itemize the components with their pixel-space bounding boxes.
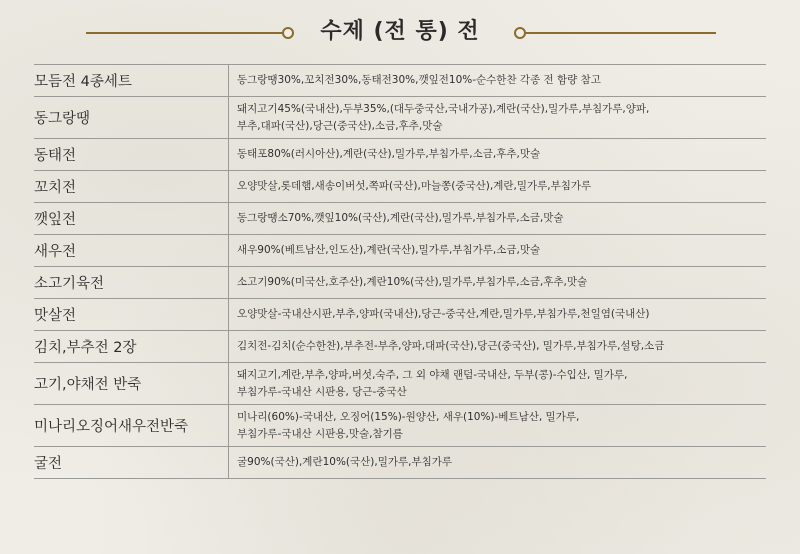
ornament-line-right [524,32,716,34]
menu-name: 미나리오징어새우전반죽 [34,405,229,447]
table-row [34,405,766,447]
menu-name: 새우전 [34,235,229,267]
menu-ingredients: 동그랑땡소70%,깻잎10%(국산),계란(국산),밀가루,부침가루,소금,맛술 [229,203,767,235]
menu-name: 고기,야채전 반죽 [34,363,229,405]
menu-ingredients: 돼지고기,계란,부추,양파,버섯,숙주, 그 외 야채 랜덤-국내산, 두부(콩)-수입산, 밀가루, 부침가루-국내산 시판용, 당근-중국산 [229,363,767,405]
menu-name: 김치,부추전 2장 [34,331,229,363]
menu-ingredients: 오양맛살-국내산시판,부추,양파(국내산),당근-중국산,계란,밀가루,부침가루,천일염(국내산) [229,299,767,331]
menu-ingredients: 소고기90%(미국산,호주산),계란10%(국산),밀가루,부침가루,소금,후추,맛술 [229,267,767,299]
menu-ingredients: 김치전-김치(순수한찬),부추전-부추,양파,대파(국산),당근(중국산), 밀가루,부침가루,설탕,소금 [229,331,767,363]
table-row [34,235,766,267]
menu-ingredients: 미나리(60%)-국내산, 오징어(15%)-원양산, 새우(10%)-베트남산, 밀가루, 부침가루-국내산 시판용,맛술,참기름 [229,405,767,447]
table-row [34,447,766,479]
menu-ingredients: 동그랑땡30%,꼬치전30%,동태전30%,깻잎전10%-순수한찬 각종 전 함량 참고 [229,65,767,97]
table-row [34,171,766,203]
table-row [34,267,766,299]
table-row [34,97,766,139]
table-row [34,139,766,171]
menu-name: 모듬전 4종세트 [34,65,229,97]
menu-name: 동태전 [34,139,229,171]
table-row [34,331,766,363]
menu-name: 굴전 [34,447,229,479]
table-row [34,65,766,97]
menu-name: 깻잎전 [34,203,229,235]
header [0,14,800,54]
table-row [34,363,766,405]
menu-ingredients: 동태포80%(러시아산),계란(국산),밀가루,부침가루,소금,후추,맛술 [229,139,767,171]
menu-ingredients: 굴90%(국산),계란10%(국산),밀가루,부침가루 [229,447,767,479]
menu-name: 소고기육전 [34,267,229,299]
menu-name: 꼬치전 [34,171,229,203]
menu-name: 동그랑땡 [34,97,229,139]
table-row [34,203,766,235]
menu-name: 맛살전 [34,299,229,331]
menu-ingredients: 오양맛살,롯데햄,새송이버섯,쪽파(국산),마늘쫑(중국산),계란,밀가루,부침가루 [229,171,767,203]
page-title: 수제 (전 통) 전 [320,19,480,44]
menu-ingredients: 돼지고기45%(국내산),두부35%,(대두중국산,국내가공),계란(국산),밀가루,부침가루,양파, 부추,대파(국산),당근(중국산),소금,후추,맛술 [229,97,767,139]
table-row [34,299,766,331]
ingredient-table [34,64,766,479]
menu-ingredients: 새우90%(베트남산,인도산),계란(국산),밀가루,부침가루,소금,맛술 [229,235,767,267]
